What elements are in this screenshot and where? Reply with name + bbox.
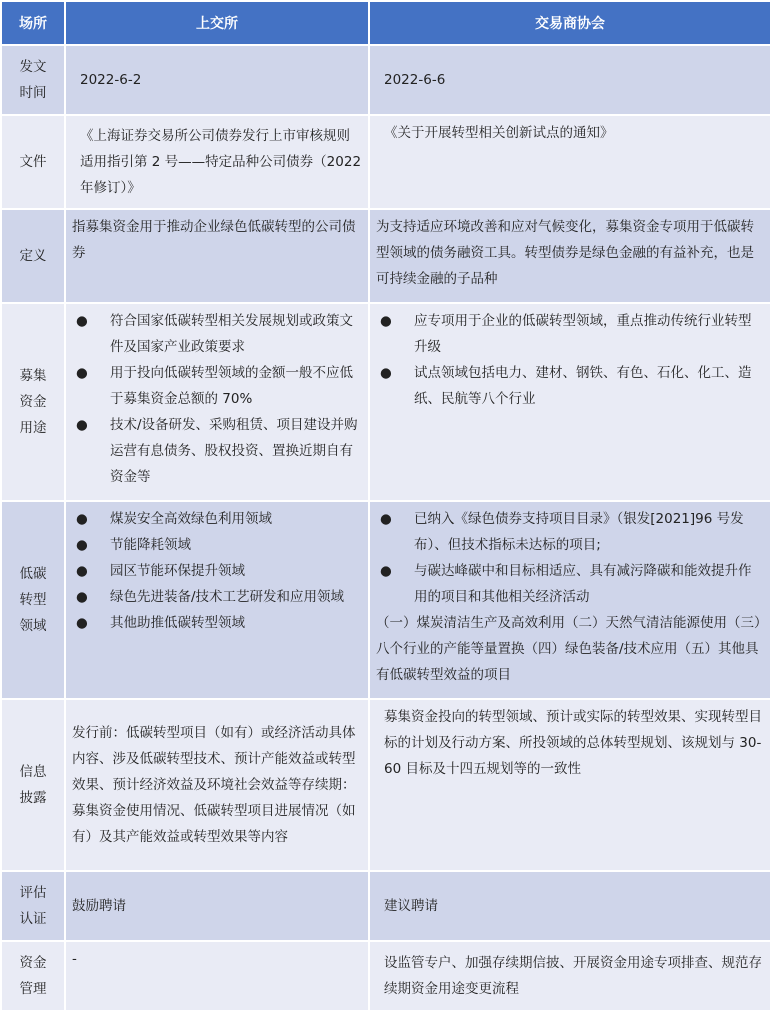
sse-use-of-funds xyxy=(66,304,368,500)
header-sse: 上交所 xyxy=(66,2,368,44)
row-label: 募集 资金 用途 xyxy=(2,304,64,500)
list-item: ● 应专项用于企业的低碳转型领域，重点推动传统行业转型升级 xyxy=(380,313,752,355)
nafmii-definition: 为支持适应环境改善和应对气候变化，募集资金专项用于低碳转型领域的债务融资工具。转型债券是绿色金融的有益补充，也是可持续金融的子品种 xyxy=(370,210,770,302)
nafmii-disclosure: 募集资金投向的转型领域、预计或实际的转型效果、实现转型目标的计划及行动方案、所投领域的总体转型规划、该规划与 30-60 目标及十四五规划等的一致性 xyxy=(370,700,770,870)
nafmii-fund-management: 设监管专户、加强存续期信披、开展资金用途专项排查、规范存续期资金用途变更流程 xyxy=(370,942,770,1010)
list-item: ● 符合国家低碳转型相关发展规划或政策文件及国家产业政策要求 xyxy=(76,313,353,355)
row-definition xyxy=(2,210,770,302)
domain-note: （一）煤炭清洁生产及高效利用（二）天然气清洁能源使用（三）八个行业的产能等量置换（四）绿色装备/技术应用（五）其他具有低碳转型效益的项目 xyxy=(376,615,761,683)
list-item: ● 园区节能环保提升领域 xyxy=(76,563,245,579)
row-doc xyxy=(2,116,770,208)
row-label: 低碳 转型 领域 xyxy=(2,502,64,698)
row-label: 定义 xyxy=(2,210,64,302)
sse-domain xyxy=(66,502,368,698)
nafmii-evaluation: 建议聘请 xyxy=(370,872,770,940)
list-item: ● 技术/设备研发、采购租赁、项目建设并购运营有息债务、股权投资、置换近期自有资金等 xyxy=(76,417,358,485)
list-item: ● 已纳入《绿色债券支持项目目录》（银发[2021]96 号发布）、但技术指标未达标的项目; xyxy=(380,511,744,553)
header-nafmii: 交易商协会 xyxy=(370,2,770,44)
nafmii-date: 2022-6-6 xyxy=(370,46,770,114)
row-use-of-funds xyxy=(2,304,770,500)
header-row xyxy=(2,2,770,44)
row-date xyxy=(2,46,770,114)
list-item: ● 用于投向低碳转型领域的金额一般不应低于募集资金总额的 70% xyxy=(76,365,353,407)
sse-fund-management: - xyxy=(66,942,368,1010)
list-item: ● 其他助推低碳转型领域 xyxy=(76,615,245,631)
row-disclosure xyxy=(2,700,770,870)
row-fund-management xyxy=(2,942,770,1010)
row-label: 资金 管理 xyxy=(2,942,64,1010)
row-label: 信息 披露 xyxy=(2,700,64,870)
list-item: ● 绿色先进装备/技术工艺研发和应用领域 xyxy=(76,589,345,605)
list-item: ● 节能降耗领域 xyxy=(76,537,191,553)
row-evaluation xyxy=(2,872,770,940)
nafmii-use-of-funds xyxy=(370,304,770,500)
nafmii-domain xyxy=(370,502,770,698)
list-item: ● 煤炭安全高效绿色利用领域 xyxy=(76,511,272,527)
sse-evaluation: 鼓励聘请 xyxy=(66,872,368,940)
row-label: 文件 xyxy=(2,116,64,208)
row-label: 发文 时间 xyxy=(2,46,64,114)
sse-definition: 指募集资金用于推动企业绿色低碳转型的公司债券 xyxy=(66,210,368,302)
list-item: ● 试点领域包括电力、建材、钢铁、有色、石化、化工、造纸、民航等八个行业 xyxy=(380,365,752,407)
sse-disclosure: 发行前：低碳转型项目（如有）或经济活动具体内容、涉及低碳转型技术、预计产能效益或转型效果、预计经济效益及环境社会效益等存续期：募集资金使用情况、低碳转型项目进展情况（如有）及其产能效益或转型效果等内容 xyxy=(66,700,368,870)
header-venue: 场所 xyxy=(2,2,64,44)
sse-date: 2022-6-2 xyxy=(66,46,368,114)
row-low-carbon-domain xyxy=(2,502,770,698)
row-label: 评估 认证 xyxy=(2,872,64,940)
list-item: ● 与碳达峰碳中和目标相适应、具有减污降碳和能效提升作用的项目和其他相关经济活动 xyxy=(380,563,752,605)
sse-doc: 《上海证券交易所公司债券发行上市审核规则适用指引第 2 号——特定品种公司债券（2022 年修订）》 xyxy=(66,116,368,208)
nafmii-doc: 《关于开展转型相关创新试点的通知》 xyxy=(370,116,770,208)
